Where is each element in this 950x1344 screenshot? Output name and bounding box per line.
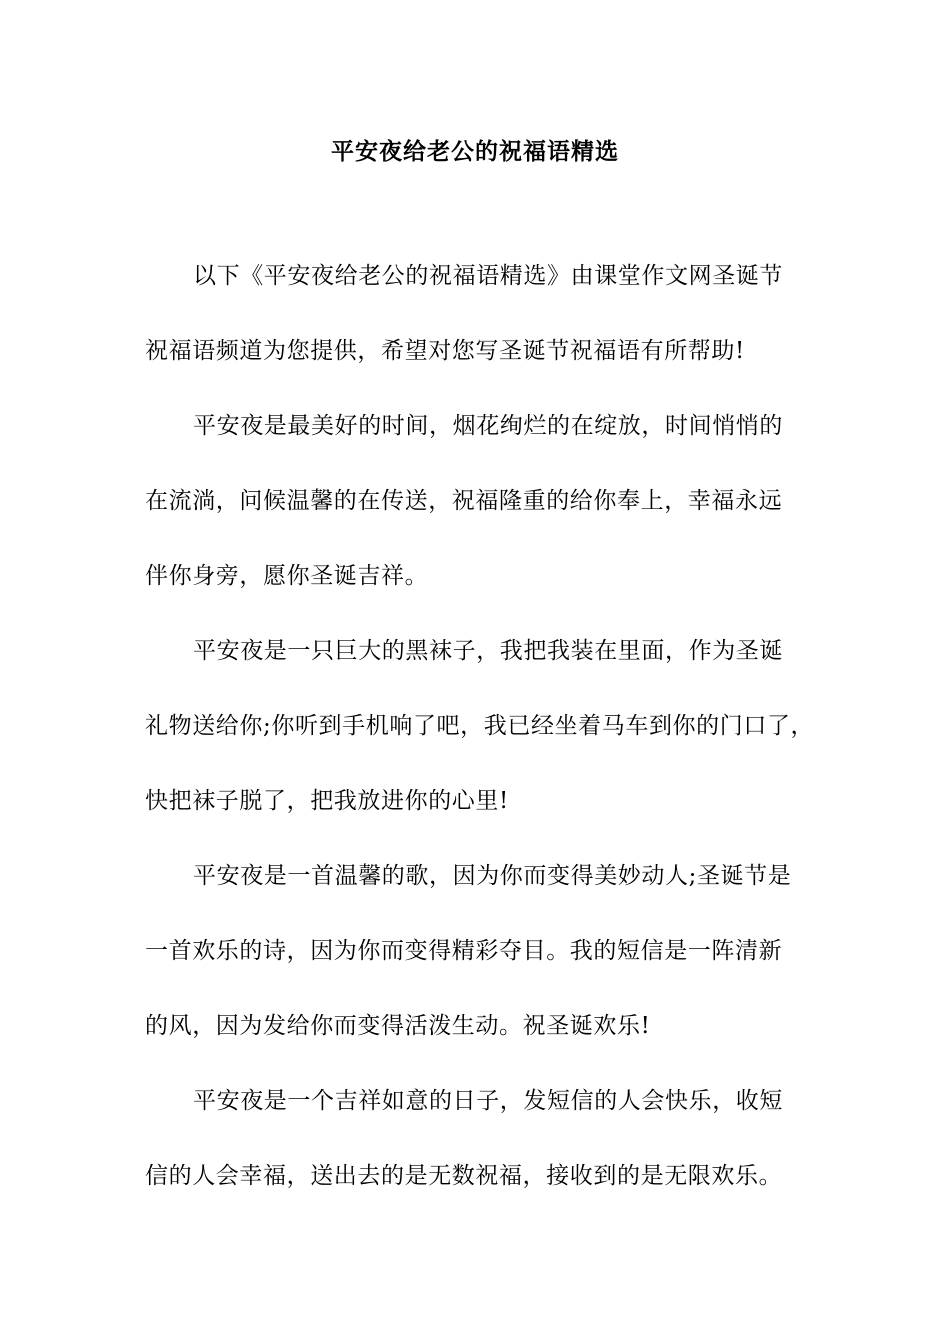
text-line-12: 平安夜是一个吉祥如意的日子，发短信的人会快乐，收短 — [193, 1088, 783, 1114]
text-line-10: 一首欢乐的诗，因为你而变得精彩夺目。我的短信是一阵清新 — [145, 938, 783, 964]
document-title: 平安夜给老公的祝福语精选 — [331, 138, 619, 165]
text-line-2: 祝福语频道为您提供，希望对您写圣诞节祝福语有所帮助! — [145, 338, 745, 364]
text-line-1: 以下《平安夜给老公的祝福语精选》由课堂作文网圣诞节 — [193, 263, 783, 289]
text-line-13: 信的人会幸福，送出去的是无数祝福，接收到的是无限欢乐。 — [145, 1163, 783, 1189]
text-line-7: 礼物送给你;你听到手机响了吧，我已经坐着马车到你的门口了， — [145, 713, 815, 739]
text-line-8: 快把袜子脱了，把我放进你的心里! — [145, 788, 509, 814]
text-line-5: 伴你身旁，愿你圣诞吉祥。 — [145, 563, 429, 589]
text-line-9: 平安夜是一首温馨的歌，因为你而变得美妙动人;圣诞节是 — [193, 863, 792, 889]
text-line-6: 平安夜是一只巨大的黑袜子，我把我装在里面，作为圣诞 — [193, 638, 783, 664]
document-body — [145, 254, 825, 1229]
text-line-3: 平安夜是最美好的时间，烟花绚烂的在绽放，时间悄悄的 — [193, 413, 783, 439]
text-line-4: 在流淌，问候温馨的在传送，祝福隆重的给你奉上，幸福永远 — [145, 488, 783, 514]
text-line-11: 的风，因为发给你而变得活泼生动。祝圣诞欢乐! — [145, 1013, 651, 1039]
